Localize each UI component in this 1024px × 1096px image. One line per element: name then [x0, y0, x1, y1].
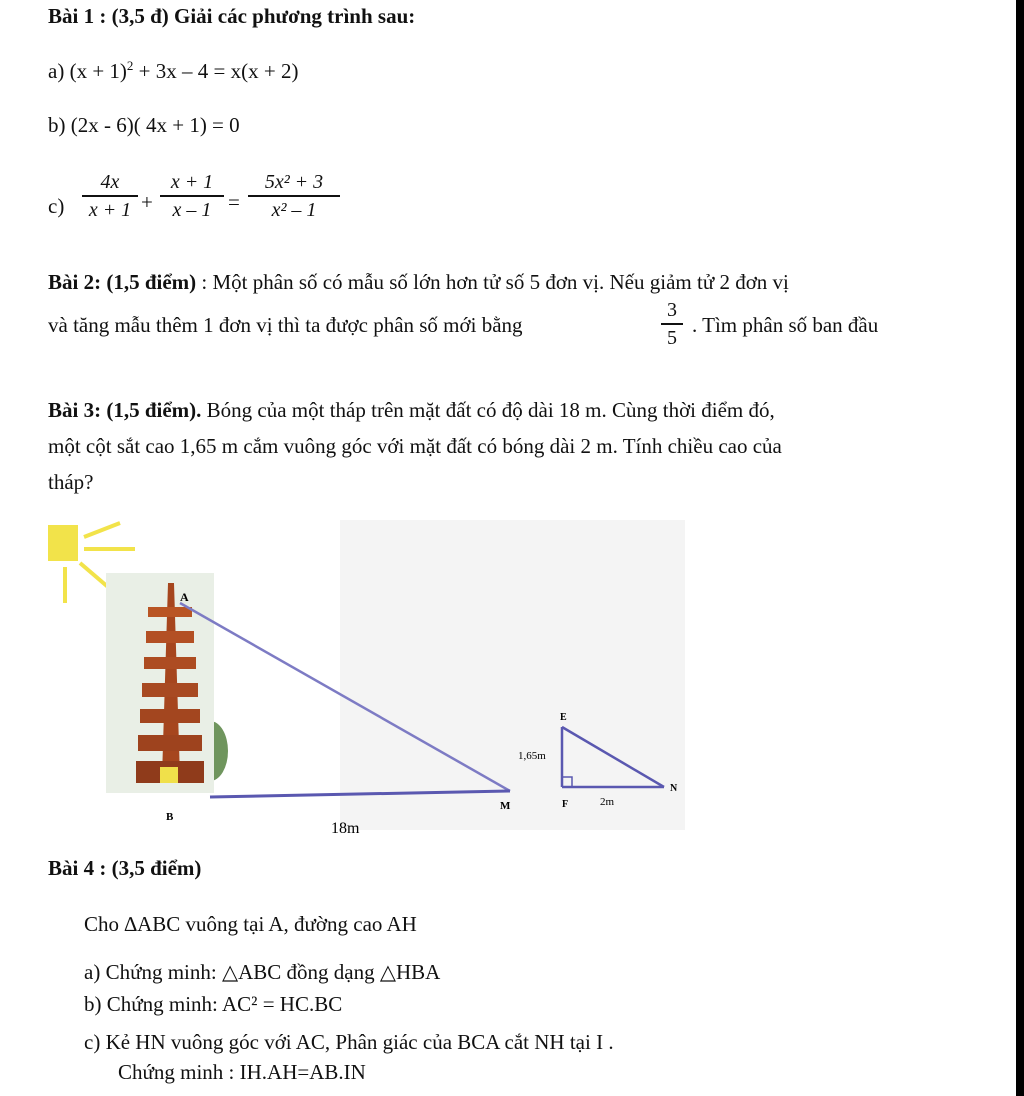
bai2-line1: [48, 270, 789, 295]
fraction-denominator: x + 1: [88, 198, 132, 221]
bai1-a-expr-pre: (x + 1): [69, 59, 127, 83]
bai4-c1: c) Kẻ HN vuông góc với AC, Phân giác của BCA cắt NH tại I .: [84, 1030, 614, 1054]
bai1-a: [48, 58, 298, 84]
label-m: M: [500, 800, 511, 812]
fraction-bar: [82, 195, 138, 197]
fraction-denominator: x – 1: [172, 198, 212, 221]
tower-shadow-figure: [40, 515, 700, 845]
bai1-a-exponent: 2: [126, 58, 134, 73]
fraction-numerator: 5x² + 3: [264, 171, 324, 193]
fraction-denominator: x² – 1: [271, 198, 317, 221]
label-b: B: [166, 811, 174, 823]
label-e: E: [560, 712, 567, 723]
bai3-text-1: Bóng của một tháp trên mặt đất có độ dài 18 m. Cùng thời điểm đó,: [201, 398, 775, 422]
bai1-c-equals: =: [228, 190, 240, 214]
faded-background: [340, 520, 685, 830]
bai4-b: b) Chứng minh: AC² = HC.BC: [84, 992, 343, 1016]
bai3-line3: tháp?: [48, 470, 94, 494]
bai4-title: Bài 4 : (3,5 điểm): [48, 856, 202, 880]
bai1-b: [48, 113, 240, 138]
fraction-bar: [160, 195, 224, 197]
label-n: N: [670, 783, 678, 794]
bai1-c-plus: +: [141, 190, 153, 214]
label-1-65m: 1,65m: [518, 750, 546, 762]
fraction-numerator: x + 1: [170, 171, 214, 193]
fraction-denominator: 5: [667, 326, 677, 349]
bai1-c-fraction-2: [160, 170, 224, 222]
bai1-title: Bài 1 : (3,5 đ) Giải các phương trình sau:: [48, 4, 416, 28]
bai3-line2: một cột sắt cao 1,65 m cắm vuông góc với mặt đất có bóng dài 2 m. Tính chiều cao của: [48, 434, 782, 458]
label-a: A: [180, 590, 189, 604]
bai1-b-label: b): [48, 113, 66, 137]
bai2-text-1: : Một phân số có mẫu số lớn hơn tử số 5 đơn vị. Nếu giảm tử 2 đơn vị: [196, 270, 789, 294]
bai2-line2-end: . Tìm phân số ban đầu: [692, 313, 879, 337]
bai4-intro: Cho ∆ABC vuông tại A, đường cao AH: [84, 912, 417, 936]
bai4-c2: Chứng minh : IH.AH=AB.IN: [118, 1060, 366, 1084]
bai1-c-fraction-1: [82, 170, 138, 222]
bai4-a: a) Chứng minh: △ABC đồng dạng △HBA: [84, 960, 441, 984]
bai2-fraction: [661, 298, 683, 350]
bai3-heading: Bài 3: (1,5 điểm).: [48, 398, 202, 422]
fraction-numerator: 4x: [100, 171, 120, 193]
fraction-bar: [248, 195, 340, 197]
bai2-heading: Bài 2: (1,5 điểm): [48, 270, 197, 294]
bai1-a-label: a): [48, 59, 65, 83]
bai1-a-expr-post: + 3x – 4 = x(x + 2): [133, 59, 299, 83]
pagoda-tower-icon: [106, 573, 214, 793]
bai2-line2: và tăng mẫu thêm 1 đơn vị thì ta được phân số mới bằng: [48, 313, 523, 337]
fraction-bar: [661, 323, 683, 325]
bai1-c-label: c): [48, 194, 65, 218]
bai1-b-expr: (2x - 6)( 4x + 1) = 0: [70, 113, 240, 137]
bai3-line1: [48, 398, 775, 423]
label-2m: 2m: [600, 796, 615, 808]
bai1-c-fraction-3: [248, 170, 340, 222]
label-f: F: [562, 799, 569, 810]
label-18m: 18m: [331, 820, 360, 837]
fraction-numerator: 3: [667, 299, 677, 321]
